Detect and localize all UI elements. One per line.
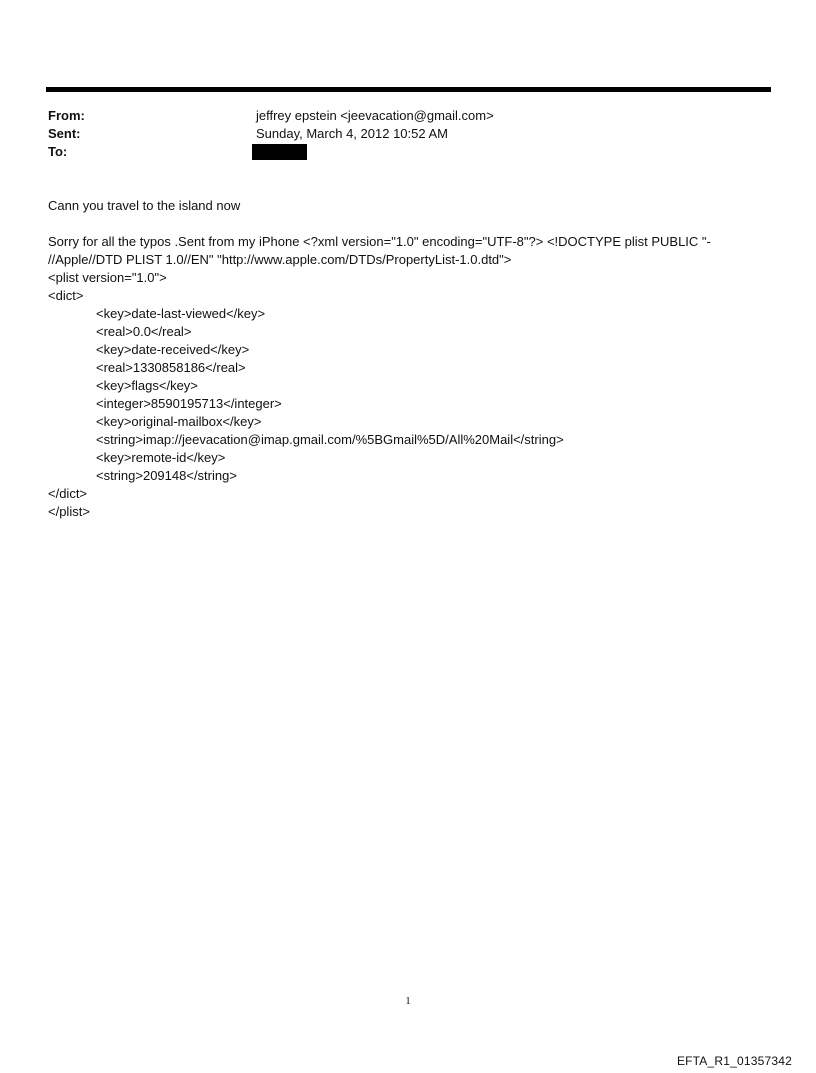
dict-line: <real>1330858186</real> — [96, 360, 246, 375]
sent-label: Sent: — [48, 126, 81, 141]
paragraph-spacer — [48, 215, 748, 233]
body-line: //Apple//DTD PLIST 1.0//EN" "http://www.apple.com/DTDs/PropertyList-1.0.dtd"> — [48, 252, 512, 267]
dict-line: <key>date-last-viewed</key> — [96, 306, 266, 321]
redaction-box — [252, 144, 307, 160]
body-line: </plist> — [48, 504, 90, 519]
dict-line: <string>209148</string> — [96, 468, 237, 483]
dict-line: <integer>8590195713</integer> — [96, 396, 282, 411]
body-line: Cann you travel to the island now — [48, 198, 241, 213]
header-rule — [46, 87, 771, 92]
page-number: 1 — [405, 995, 411, 1007]
from-value: jeffrey epstein <jeevacation@gmail.com> — [256, 108, 494, 123]
body-line: <plist version="1.0"> — [48, 270, 167, 285]
to-row — [48, 143, 748, 161]
dict-line: <key>date-received</key> — [96, 342, 250, 357]
body-line: Sorry for all the typos .Sent from my iPhone <?xml version="1.0" encoding="UTF-8"?> <!DOCTYPE plist PUBLIC "- — [48, 234, 711, 249]
from-label: From: — [48, 108, 85, 123]
from-row — [48, 107, 748, 125]
dict-line: <string>imap://jeevacation@imap.gmail.com/%5BGmail%5D/All%20Mail</string> — [96, 432, 564, 447]
dict-line: <key>original-mailbox</key> — [96, 414, 262, 429]
email-header — [48, 107, 748, 161]
email-body — [48, 197, 748, 521]
body-line: <dict> — [48, 288, 84, 303]
sent-row — [48, 125, 748, 143]
to-label: To: — [48, 144, 68, 159]
dict-line: <key>flags</key> — [96, 378, 198, 393]
bates-number: EFTA_R1_01357342 — [676, 1054, 792, 1068]
dict-line: <real>0.0</real> — [96, 324, 192, 339]
dict-line: <key>remote-id</key> — [96, 450, 226, 465]
sent-value: Sunday, March 4, 2012 10:52 AM — [256, 126, 448, 141]
body-line: </dict> — [48, 486, 88, 501]
